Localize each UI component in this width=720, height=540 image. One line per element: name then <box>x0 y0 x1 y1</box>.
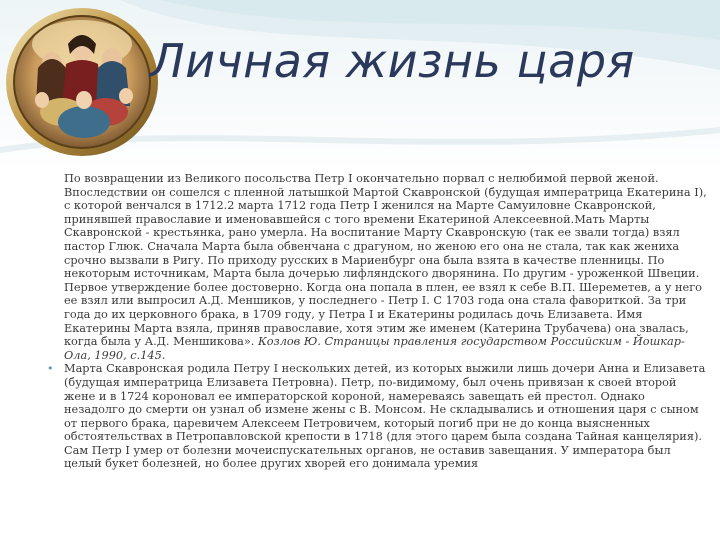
slide-title: Личная жизнь царя <box>150 34 635 88</box>
bullet-item-2-text: Марта Скавронская родила Петру I нескольких детей, из которых выжили лишь дочери Анна и Елизавета (будущая императрица Елизавета Петровна). Петр, по-видимому, был очень привязан к своей второй жене и в 1724 короновал ее императорской короной, намереваясь завещать ей престол. Однако незадолго до смерти он узнал об измене жены с В. Монсом. Не складывались и отношения царя с сыном от первого брака, царевичем Алексеем Петровичем, который погиб при не до конца выясненных обстоятельствах в Петропавловской крепости в 1718 (для этого царем была создана Тайная канцелярия). Сам Петр I умер от болезни мочеиспускательных органов, не оставив завещания. У императора был целый букет болезней, но более других хворей его донимала уремия <box>64 362 706 471</box>
bullet-item-2 <box>47 362 708 471</box>
paragraph-1-citation: Козлов Ю. Страницы правления государством Российским - Йошкар-Ола, 1990, с.145. <box>64 335 685 362</box>
slide-body-text <box>47 172 708 532</box>
paragraph-1 <box>50 172 708 362</box>
bullet-icon: • <box>47 362 54 376</box>
family-portrait-icon <box>2 4 162 160</box>
paragraph-1-text: По возвращении из Великого посольства Петр I окончательно порвал с нелюбимой первой женой. Впоследствии он сошелся с пленной латышкой Мартой Скавронской (будущая императрица Екатерина I), с которой венчался в 1712.2 марта 1712 года Петр I женился на Марте Самуиловне Скавронской, принявшей православие и именовавшейся с того времени Екатериной Алексеевной.Мать Марты Скавронской - крестьянка, рано умерла. На воспитание Марту Скавронскую (так ее звали тогда) взял пастор Глюк. Сначала Марта была обвенчана с драгуном, но женою его она не стала, так как жениха срочно вызвали в Ригу. По приходу русских в Мариенбург она была взята в качестве пленницы. По некоторым источникам, Марта была дочерью лифляндского дворянина. По другим - уроженкой Швеции. Первое утверждение более достоверно. Когда она попала в плен, ее взял к себе В.П. Шереметев, а у него ее взял или выпросил А.Д. Меншиков, у последнего - Петр I. С 1703 года она стала фавориткой. За три года до их церковного брака, в 1709 году, у Петра I и Екатерины родилась дочь Елизавета. Имя Екатерины Марта взяла, приняв православие, хотя этим же именем (Катерина Трубачева) она звалась, когда была у А.Д. Меншикова». <box>64 172 707 349</box>
